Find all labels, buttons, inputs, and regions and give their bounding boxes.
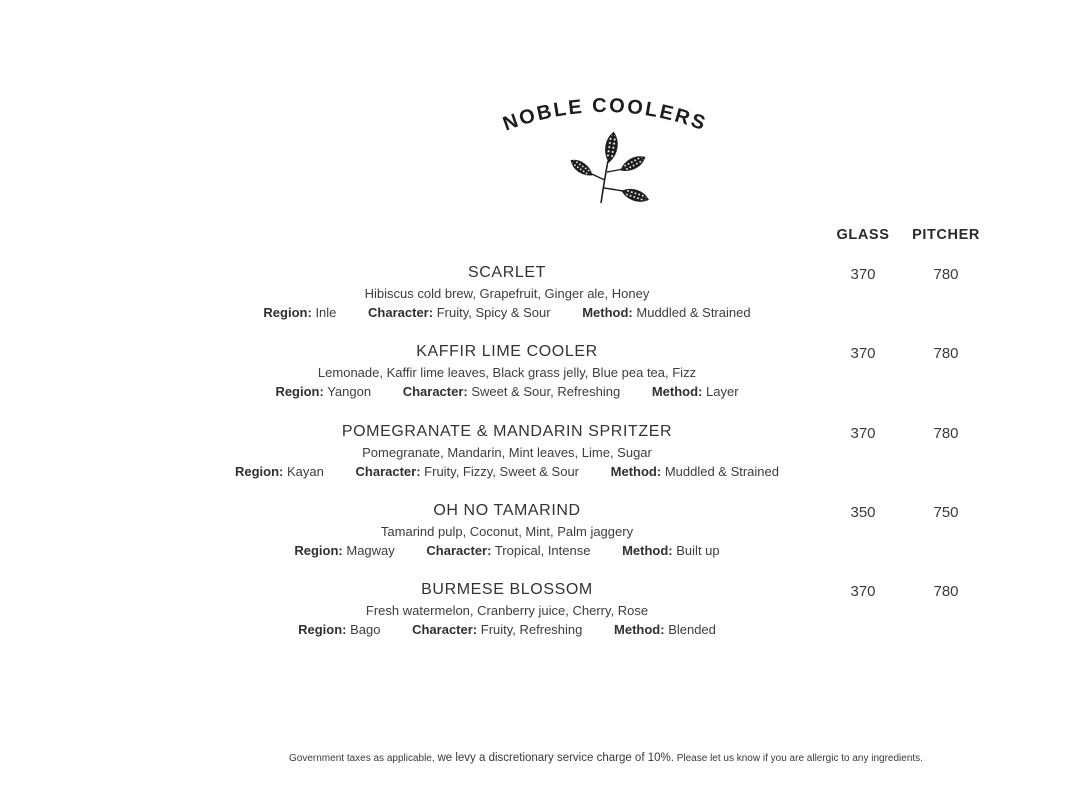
item-ingredients: Tamarind pulp, Coconut, Mint, Palm jaggery xyxy=(380,524,634,539)
method-label: Method: xyxy=(610,464,662,479)
item-meta xyxy=(107,622,907,637)
character-label: Character: xyxy=(355,464,421,479)
method-label: Method: xyxy=(614,622,665,637)
method-label: Method: xyxy=(622,543,673,558)
glass-price: 370 xyxy=(850,583,876,600)
menu-item-kaffir-lime-cooler xyxy=(0,343,1067,399)
character-value: Fruity, Fizzy, Sweet & Sour xyxy=(424,464,580,479)
item-ingredients: Fresh watermelon, Cranberry juice, Cherry, Rose xyxy=(365,603,649,618)
glass-price: 350 xyxy=(850,504,876,521)
menu-item-pomegranate-mandarin-spritzer xyxy=(0,423,1067,479)
glass-price: 370 xyxy=(850,266,876,283)
column-header-pitcher: PITCHER xyxy=(912,227,980,243)
character-label: Character: xyxy=(426,543,492,558)
column-header-glass: GLASS xyxy=(836,227,890,243)
pitcher-price: 780 xyxy=(933,583,959,600)
item-name: BURMESE BLOSSOM xyxy=(421,581,593,598)
pitcher-price: 780 xyxy=(933,425,959,442)
region-label: Region: xyxy=(263,305,312,320)
menu-item-oh-no-tamarind xyxy=(0,502,1067,558)
method-label: Method: xyxy=(651,384,703,399)
item-meta xyxy=(107,543,907,558)
character-value: Fruity, Refreshing xyxy=(480,622,583,637)
pitcher-price: 750 xyxy=(933,504,959,521)
method-value: Built up xyxy=(676,543,720,558)
item-ingredients: Pomegranate, Mandarin, Mint leaves, Lime, Sugar xyxy=(362,445,652,460)
item-name: OH NO TAMARIND xyxy=(433,502,581,519)
method-label: Method: xyxy=(582,305,633,320)
method-value: Blended xyxy=(668,622,716,637)
character-label: Character: xyxy=(402,384,468,399)
item-ingredients: Lemonade, Kaffir lime leaves, Black grass jelly, Blue pea tea, Fizz xyxy=(317,365,697,380)
item-name: SCARLET xyxy=(468,264,546,281)
item-meta xyxy=(107,305,907,320)
item-name: POMEGRANATE & MANDARIN SPRITZER xyxy=(341,423,673,440)
method-value: Layer xyxy=(706,384,739,399)
pitcher-price: 780 xyxy=(933,345,959,362)
region-label: Region: xyxy=(294,543,343,558)
footer-disclaimer xyxy=(146,748,1066,766)
glass-price: 370 xyxy=(850,345,876,362)
region-value: Yangon xyxy=(327,384,372,399)
leaf-sprig-icon xyxy=(552,128,658,204)
character-label: Character: xyxy=(368,305,434,320)
footer-taxes-note: Government taxes as applicable, xyxy=(289,753,438,764)
item-meta xyxy=(107,464,907,479)
region-value: Bago xyxy=(350,622,381,637)
method-value: Muddled & Strained xyxy=(664,464,779,479)
region-value: Inle xyxy=(315,305,337,320)
character-value: Tropical, Intense xyxy=(494,543,591,558)
character-value: Sweet & Sour, Refreshing xyxy=(471,384,621,399)
method-value: Muddled & Strained xyxy=(636,305,751,320)
pitcher-price: 780 xyxy=(933,266,959,283)
footer-allergy-note: Please let us know if you are allergic to any ingredients. xyxy=(673,753,923,764)
character-value: Fruity, Spicy & Sour xyxy=(436,305,551,320)
page-title: NOBLE COOLERS xyxy=(500,94,710,136)
region-value: Kayan xyxy=(287,464,324,479)
menu-item-burmese-blossom xyxy=(0,581,1067,637)
region-label: Region: xyxy=(235,464,284,479)
character-label: Character: xyxy=(412,622,478,637)
menu-item-scarlet xyxy=(0,264,1067,320)
region-value: Magway xyxy=(346,543,395,558)
region-label: Region: xyxy=(275,384,324,399)
item-ingredients: Hibiscus cold brew, Grapefruit, Ginger ale, Honey xyxy=(364,286,650,301)
glass-price: 370 xyxy=(850,425,876,442)
footer-service-charge-note: we levy a discretionary service charge of 10%. xyxy=(437,752,674,764)
region-label: Region: xyxy=(298,622,347,637)
item-name: KAFFIR LIME COOLER xyxy=(416,343,598,360)
item-meta xyxy=(107,384,907,399)
